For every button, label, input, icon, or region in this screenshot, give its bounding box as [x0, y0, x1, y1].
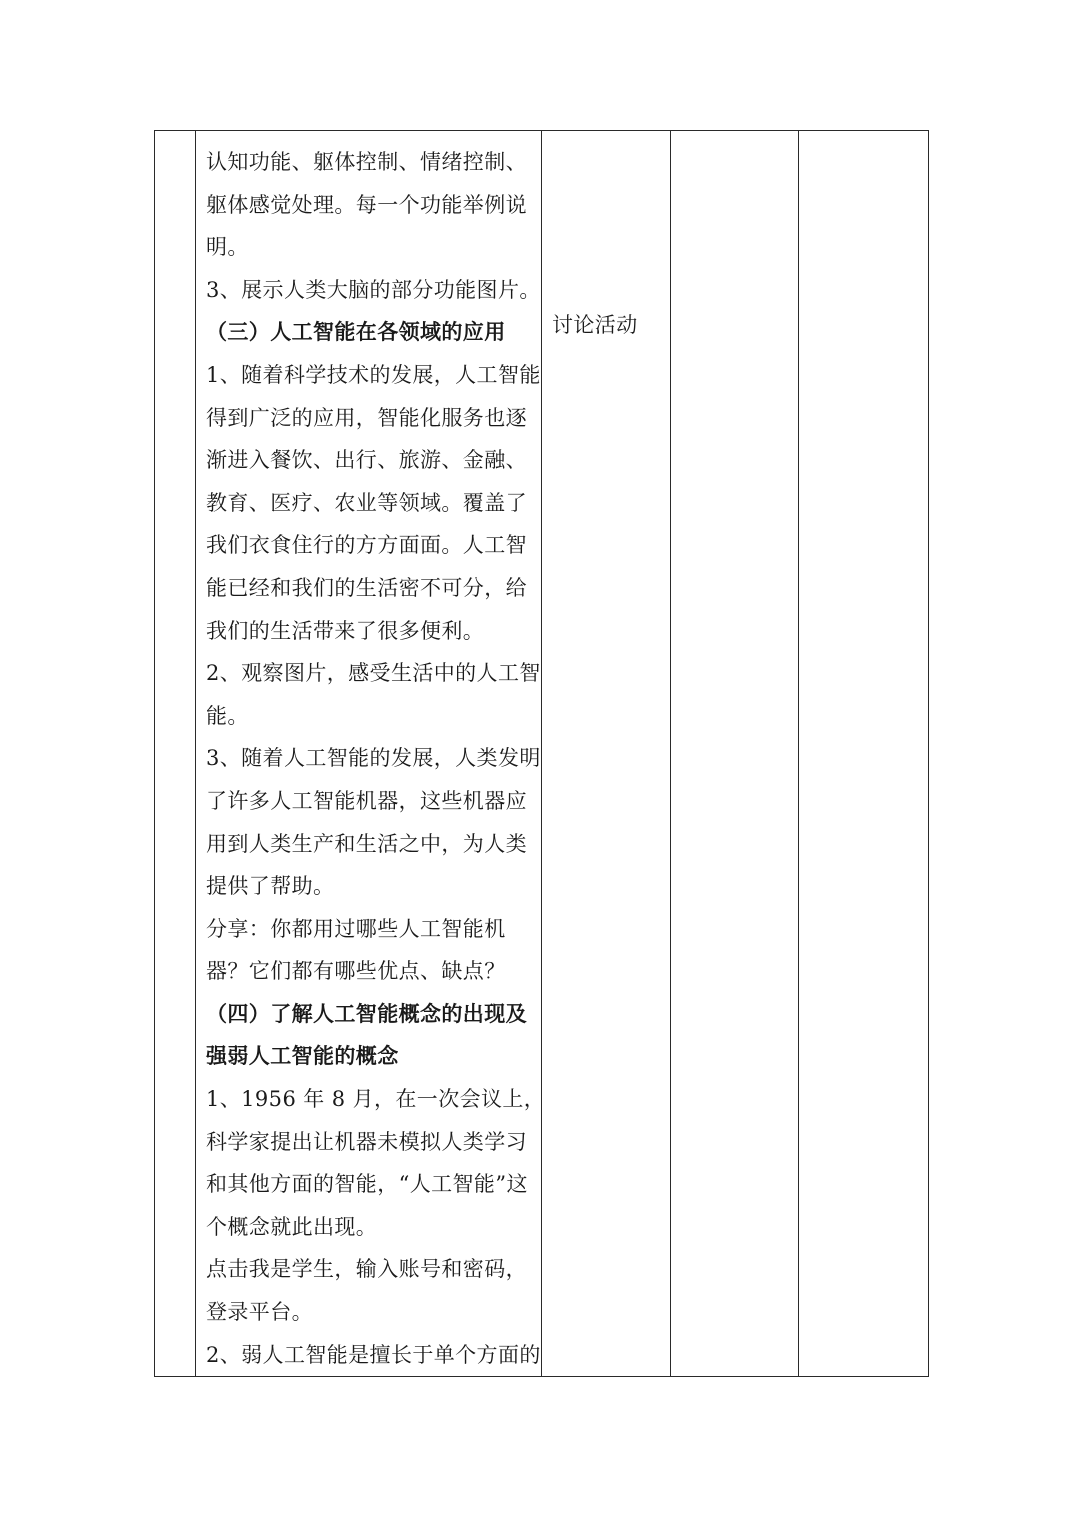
- content-line: 我们衣食住行的方方面面。人工智: [206, 533, 527, 558]
- empty-cell-right-2: [799, 131, 929, 1377]
- teaching-content-cell: [196, 131, 546, 1377]
- content-line: 躯体感觉处理。每一个功能举例说: [206, 192, 527, 217]
- content-line: 了许多人工智能机器，这些机器应: [206, 788, 527, 813]
- section-heading: （三）人工智能在各领域的应用: [206, 319, 506, 345]
- content-line: 2、观察图片，感受生活中的人工智: [206, 661, 541, 686]
- content-line: 登录平台。: [206, 1300, 313, 1325]
- content-line: 认知功能、躯体控制、情绪控制、: [206, 150, 527, 174]
- content-line: 器？它们都有哪些优点、缺点？: [206, 959, 506, 984]
- content-line: 分享：你都用过哪些人工智能机: [206, 916, 506, 941]
- content-line: 提供了帮助。: [206, 874, 335, 899]
- teaching-content: [206, 141, 546, 1376]
- content-line: 1、随着科学技术的发展，人工智能: [206, 362, 541, 387]
- activity-label: 讨论活动: [552, 313, 638, 337]
- content-line: 得到广泛的应用，智能化服务也逐: [206, 405, 527, 430]
- empty-cell-right-1: [671, 131, 799, 1377]
- empty-cell-left: [155, 131, 196, 1377]
- content-line: 和其他方面的智能，“人工智能”这: [206, 1172, 528, 1197]
- content-line: 个概念就此出现。: [206, 1214, 378, 1239]
- content-line: 3、展示人类大脑的部分功能图片。: [206, 277, 541, 302]
- content-line: 1、1956 年 8 月，在一次会议上，: [206, 1087, 546, 1112]
- content-line: 渐进入餐饮、出行、旅游、金融、: [206, 448, 527, 473]
- content-line: 能已经和我们的生活密不可分，给: [206, 575, 527, 600]
- table-row: [155, 131, 929, 1377]
- section-heading: （四）了解人工智能概念的出现及: [206, 1000, 527, 1026]
- lesson-plan-table: [154, 130, 929, 1377]
- content-line: 我们的生活带来了很多便利。: [206, 618, 485, 643]
- content-line: 3、随着人工智能的发展，人类发明: [206, 746, 541, 771]
- content-line: 点击我是学生，输入账号和密码，: [206, 1257, 527, 1282]
- content-line: 教育、医疗、农业等领域。覆盖了: [206, 490, 527, 515]
- content-line: 明。: [206, 235, 249, 260]
- content-line: 能。: [206, 703, 249, 728]
- content-line: 科学家提出让机器未模拟人类学习: [206, 1129, 527, 1154]
- activity-cell: [542, 131, 671, 1377]
- content-line: 用到人类生产和生活之中，为人类: [206, 831, 527, 856]
- content-line: 2、弱人工智能是擅长于单个方面的: [206, 1342, 541, 1367]
- section-heading: 强弱人工智能的概念: [206, 1043, 399, 1069]
